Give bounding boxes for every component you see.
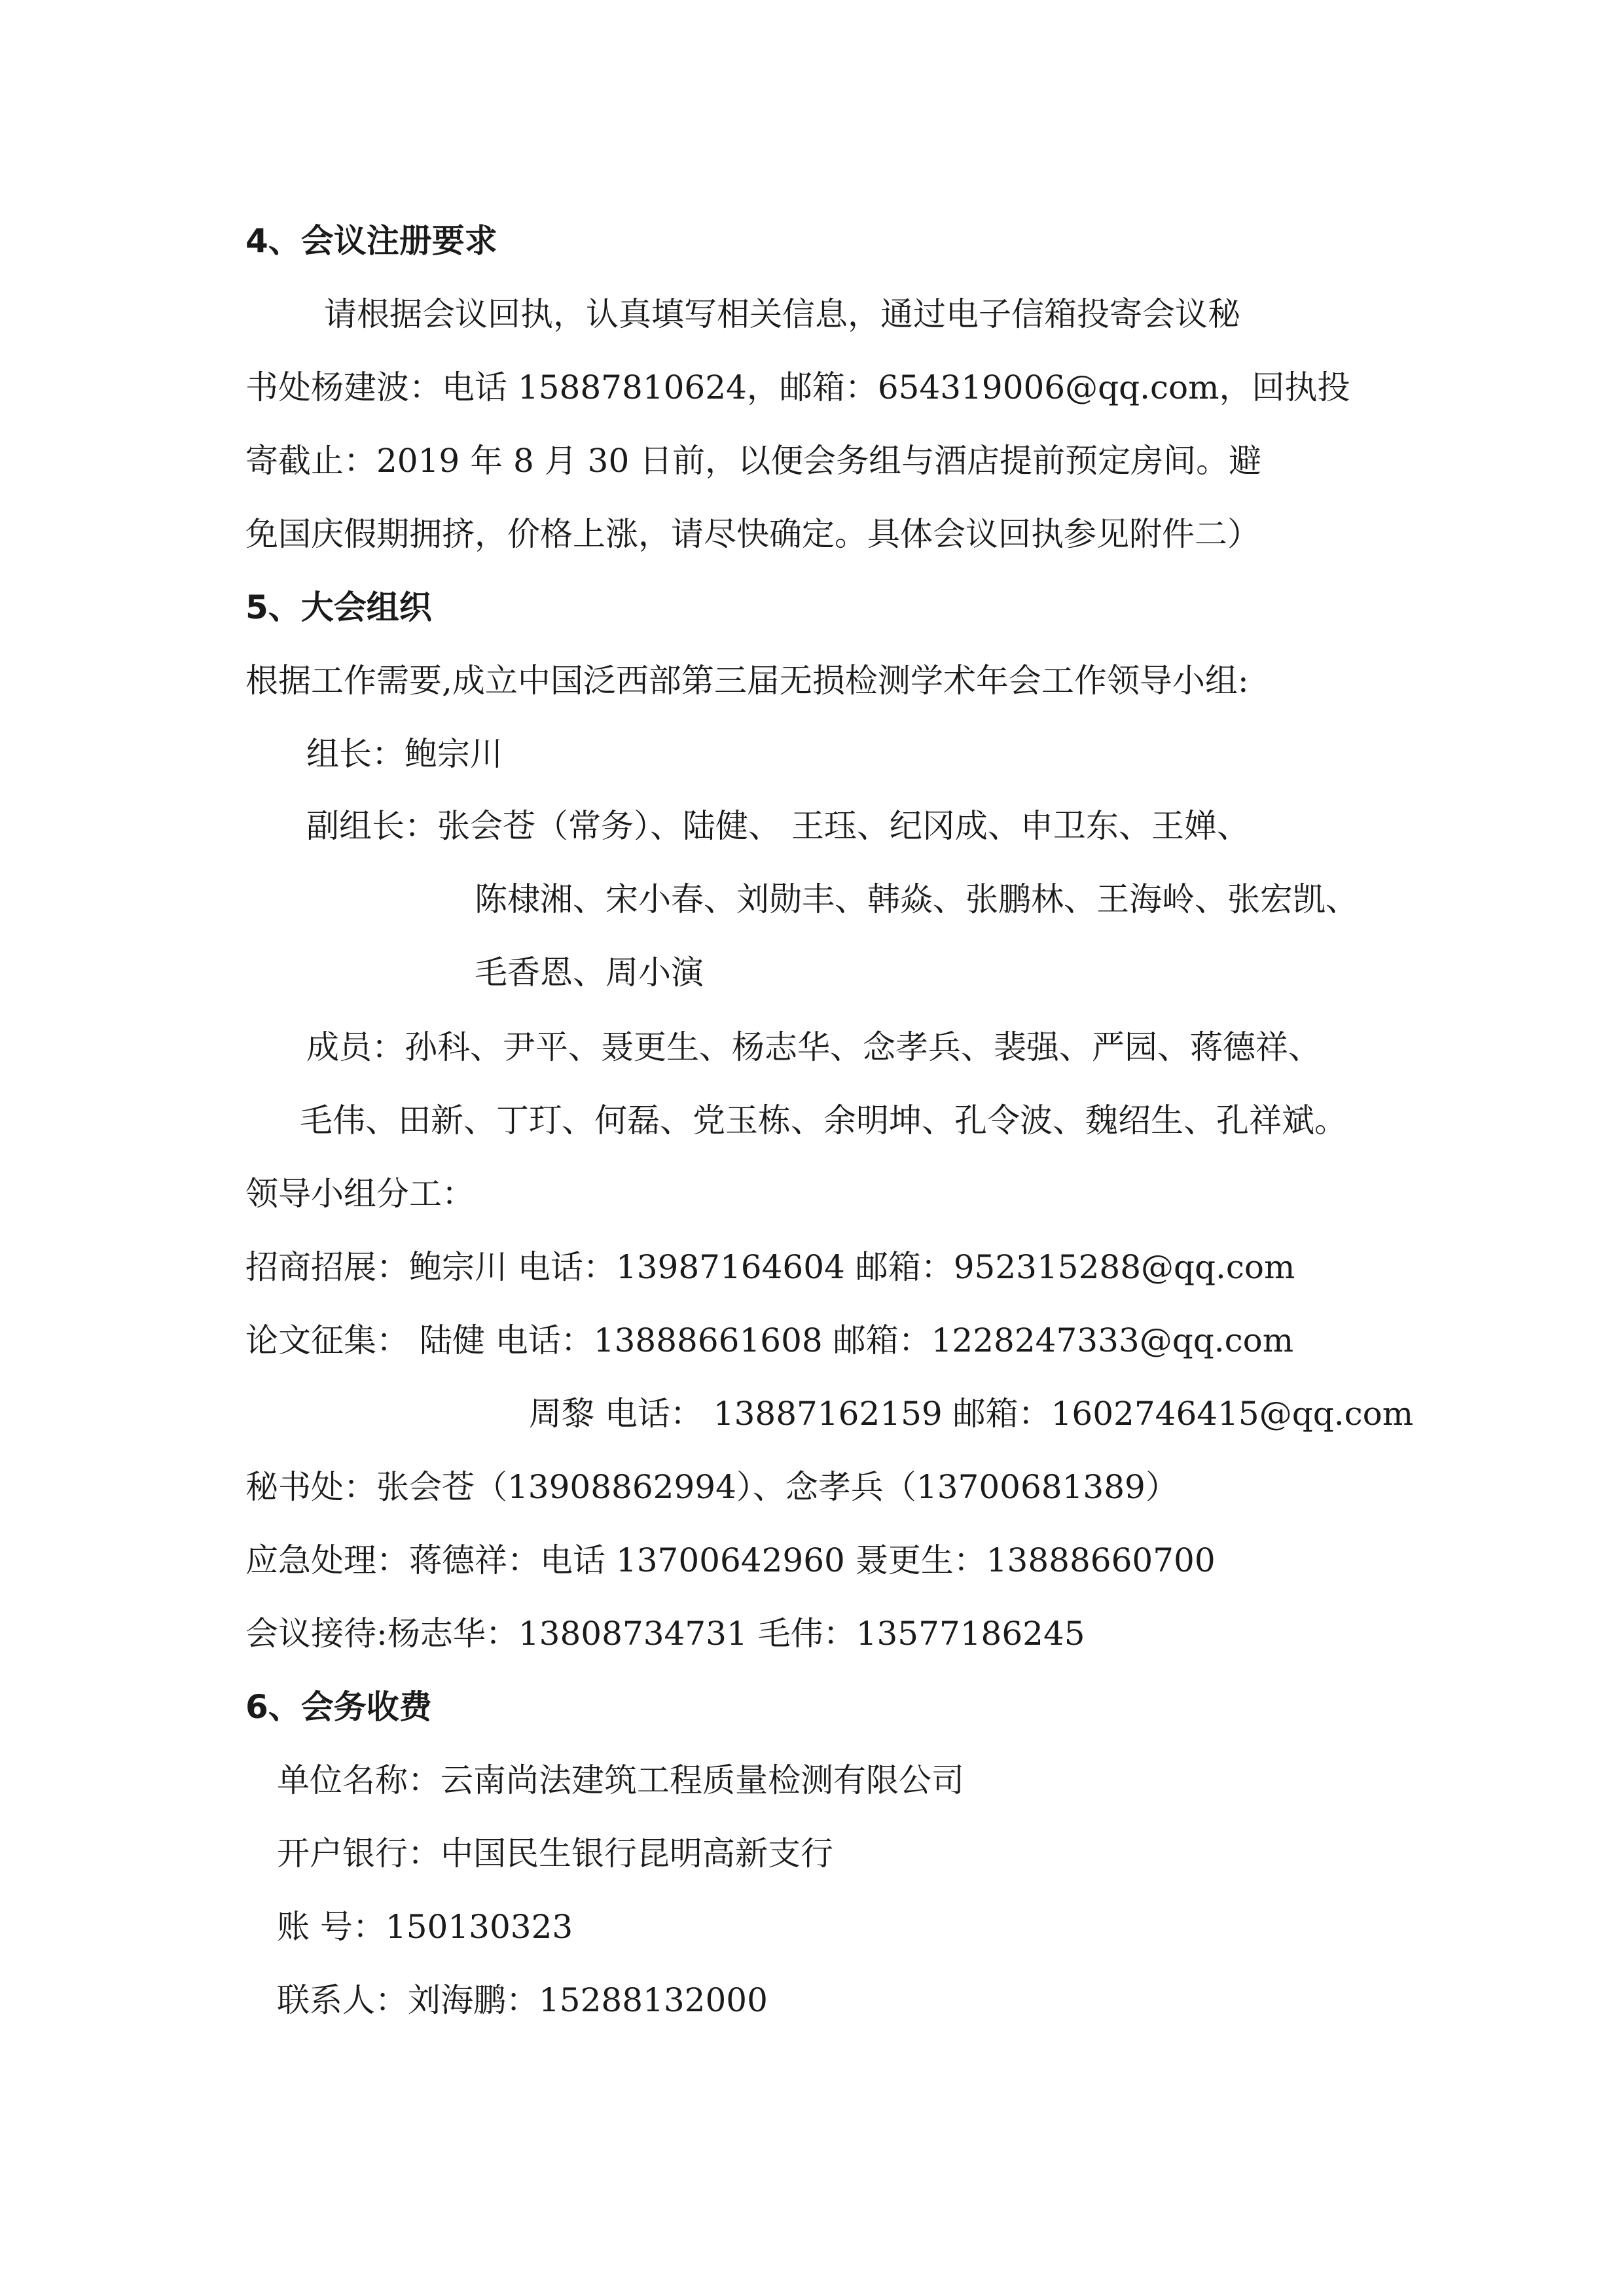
division-emergency: 应急处理：蒋德祥：电话 13700642960 聂更生：13888660700 [245,1541,1216,1579]
section-5-heading: 5、大会组织 [245,588,432,626]
fee-contact-person: 联系人：刘海鹏：15288132000 [277,1981,768,2019]
group-leader: 组长：鲍宗川 [306,735,503,773]
section-4-paragraph-line-3: 寄截止：2019 年 8 月 30 日前，以便会务组与酒店提前预定房间。避 [245,442,1262,480]
division-papers: 论文征集： 陆健 电话：13888661608 邮箱：1228247333@qq.com [245,1321,1294,1359]
bank-account-number: 账 号：150130323 [277,1908,573,1946]
division-secretariat: 秘书处：张会苍（13908862994）、念孝兵（13700681389） [245,1468,1178,1506]
section-4-paragraph-line-4: 免国庆假期拥挤，价格上涨，请尽快确定。具体会议回执参见附件二） [245,515,1260,553]
section-5-intro: 根据工作需要,成立中国泛西部第三届无损检测学术年会工作领导小组: [245,662,1249,700]
bank-name: 开户银行：中国民生银行昆明高新支行 [277,1835,833,1873]
section-4-paragraph-line-2: 书处杨建波：电话 15887810624，邮箱：654319006@qq.com，回执投 [245,368,1350,406]
deputy-leaders-line-2: 陈棣湘、宋小春、刘勋丰、韩焱、张鹏林、王海岭、张宏凯、 [475,880,1358,918]
deputy-leaders-line-3: 毛香恩、周小演 [475,954,704,992]
division-investment: 招商招展：鲍宗川 电话：13987164604 邮箱：952315288@qq.com [245,1248,1295,1286]
division-title: 领导小组分工： [245,1175,475,1213]
division-papers-second-contact: 周黎 电话： 13887162159 邮箱：1602746415@qq.com [529,1395,1414,1433]
members-line-1: 成员：孙科、尹平、聂更生、杨志华、念孝兵、裴强、严园、蒋德祥、 [306,1028,1321,1066]
deputy-leaders-line-1: 副组长：张会苍（常务）、陆健、 王珏、纪冈成、申卫东、王婵、 [306,807,1250,845]
members-line-2: 毛伟、田新、丁玎、何磊、党玉栋、余明坤、孔令波、魏绍生、孔祥斌。 [300,1102,1347,1139]
division-reception: 会议接待:杨志华：13808734731 毛伟：13577186245 [245,1615,1085,1653]
section-6-heading: 6、会务收费 [245,1688,432,1726]
bank-account-name: 单位名称：云南尚法建筑工程质量检测有限公司 [277,1761,964,1799]
section-4-heading: 4、会议注册要求 [245,222,497,260]
section-4-paragraph-line-1: 请根据会议回执，认真填写相关信息，通过电子信箱投寄会议秘 [324,295,1240,333]
